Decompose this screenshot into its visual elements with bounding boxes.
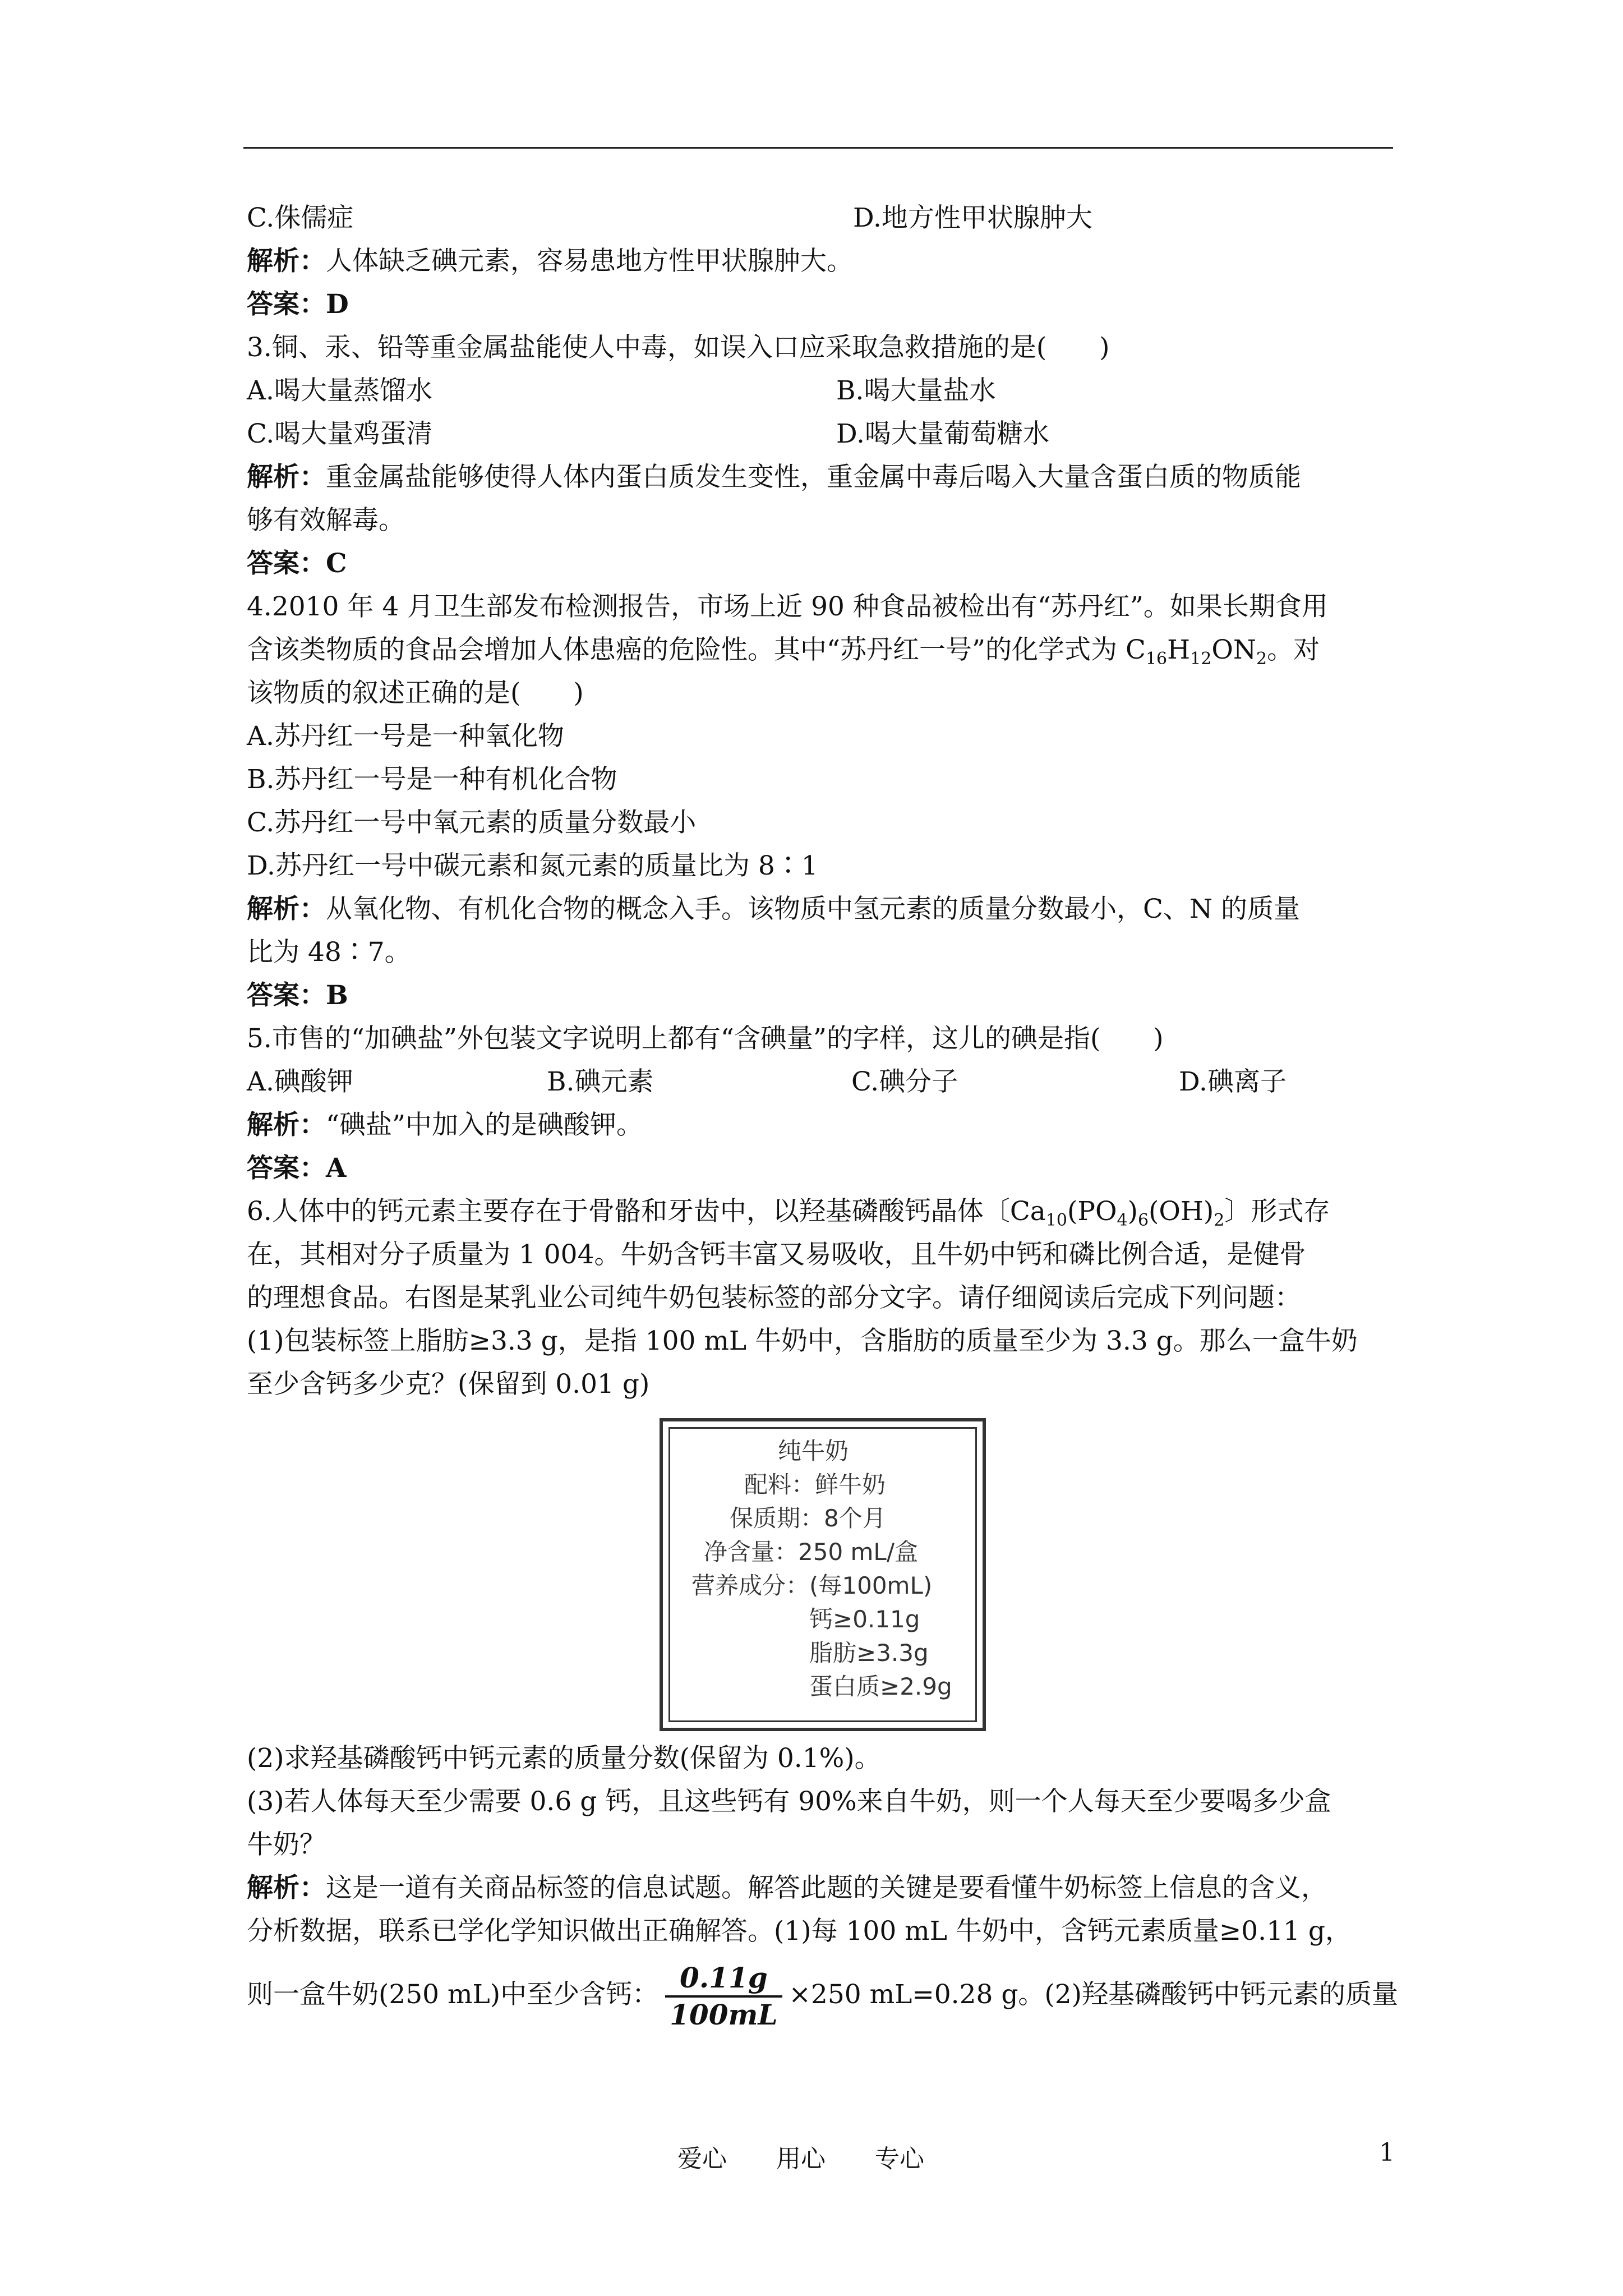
q4-stem-line1: 4.2010 年 4 月卫生部发布检测报告，市场上近 90 种食品被检出有“苏丹红”。如果长期食用 [247, 591, 1328, 622]
analysis-text: “碘盐”中加入的是碘酸钾。 [326, 1110, 643, 1140]
analysis-text: 这是一道有关商品标签的信息试题。解答此题的关键是要看懂牛奶标签上信息的含义， [326, 1872, 1327, 1903]
milk-label-inner [668, 1427, 977, 1722]
label-net-content: 净含量：250 mL/盒 [704, 1538, 918, 1566]
subscript: 4 [1117, 1211, 1128, 1230]
document-body [247, 196, 1396, 2037]
q6-stem-line2: 在，其相对分子质量为 1 004。牛奶含钙丰富又易吸收，且牛奶中钙和磷比例合适，是健骨 [247, 1239, 1306, 1270]
q4-option-b: B.苏丹红一号是一种有机化合物 [247, 764, 617, 795]
fraction-denominator: 100mL [670, 1998, 778, 2031]
q6-analysis-line1 [247, 1866, 1396, 1910]
page-number: 1 [1379, 2138, 1395, 2167]
q6-stem-text: 6.人体中的钙元素主要存在于骨骼和牙齿中，以羟基磷酸钙晶体〔Ca [247, 1196, 1046, 1227]
formula-part: (PO [1067, 1196, 1117, 1227]
q2-answer: 答案：D [247, 289, 349, 320]
q3-option-b: B.喝大量盐水 [836, 375, 996, 406]
q3-options-cd [247, 412, 1396, 455]
q2-option-c: C.侏儒症 [247, 203, 354, 233]
q4-analysis-line2: 比为 48∶7。 [247, 937, 411, 968]
analysis-label: 解析： [247, 462, 326, 493]
analysis-text: 人体缺乏碘元素，容易患地方性甲状腺肿大。 [326, 246, 853, 277]
subscript: 6 [1137, 1211, 1149, 1230]
header-rule [243, 147, 1393, 149]
subscript: 10 [1045, 1211, 1068, 1230]
formula-part: ) [1127, 1196, 1138, 1227]
q4-option-d: D.苏丹红一号中碳元素和氮元素的质量比为 8∶1 [247, 850, 818, 881]
q5-analysis [247, 1103, 1396, 1147]
milk-label-figure [660, 1418, 986, 1731]
analysis-text: ×250 mL=0.28 g。(2)羟基磷酸钙中钙元素的质量 [789, 1979, 1398, 2010]
q4-analysis-line1 [247, 887, 1396, 931]
subscript: 12 [1190, 649, 1212, 669]
analysis-label: 解析： [247, 894, 326, 924]
q2-analysis [247, 240, 1396, 283]
analysis-label: 解析： [247, 246, 326, 277]
q4-stem-line2 [247, 628, 1396, 671]
analysis-text: 重金属盐能够使得人体内蛋白质发生变性，重金属中毒后喝入大量含蛋白质的物质能 [326, 462, 1301, 493]
label-shelf-life: 保质期：8个月 [730, 1504, 886, 1532]
q3-analysis-line2: 够有效解毒。 [247, 505, 405, 536]
q5-option-d: D.碘离子 [1179, 1066, 1287, 1097]
analysis-label: 解析： [247, 1872, 326, 1903]
label-ingredients: 配料：鲜牛奶 [744, 1471, 886, 1498]
q6-stem-line1 [247, 1190, 1396, 1233]
q3-options-ab [247, 369, 1396, 412]
subscript: 2 [1256, 649, 1267, 669]
q6-sub1-line2: 至少含钙多少克？(保留到 0.01 g) [247, 1369, 650, 1400]
q4-option-c: C.苏丹红一号中氧元素的质量分数最小 [247, 807, 697, 838]
q4-answer: 答案：B [247, 980, 348, 1011]
q4-stem-line3: 该物质的叙述正确的是( ) [247, 678, 584, 708]
q6-stem-text: 〕形式存 [1224, 1196, 1330, 1227]
q3-answer: 答案：C [247, 548, 347, 579]
q5-option-b: B.碘元素 [547, 1066, 654, 1097]
footer-motto: 爱心 用心 专心 [677, 2145, 924, 2173]
q4-stem-text: 。对 [1267, 634, 1320, 665]
q6-sub2: (2)求羟基磷酸钙中钙元素的质量分数(保留为 0.1%)。 [247, 1743, 881, 1774]
q6-sub1-line1: (1)包装标签上脂肪≥3.3 g，是指 100 mL 牛奶中，含脂肪的质量至少为 3.3 g。那么一盒牛奶 [247, 1326, 1358, 1356]
subscript: 16 [1145, 649, 1168, 669]
q3-option-d: D.喝大量葡萄糖水 [836, 418, 1049, 449]
q6-stem-line3: 的理想食品。右图是某乳业公司纯牛奶包装标签的部分文字。请仔细阅读后完成下列问题： [247, 1282, 1301, 1313]
q6-analysis-line2: 分析数据，联系已学化学知识做出正确解答。(1)每 100 mL 牛奶中，含钙元素质量≥0.11 g， [247, 1916, 1352, 1947]
q6-sub3-line1: (3)若人体每天至少需要 0.6 g 钙，且这些钙有 90%来自牛奶，则一个人每天至少要喝多少盒 [247, 1786, 1331, 1817]
q3-option-c: C.喝大量鸡蛋清 [247, 418, 433, 449]
q6-analysis-line3 [247, 1953, 1396, 2037]
q4-stem-text: 含该类物质的食品会增加人体患癌的危险性。其中“苏丹红一号”的化学式为 C [247, 634, 1146, 665]
q5-stem: 5.市售的“加碘盐”外包装文字说明上都有“含碘量”的字样，这儿的碘是指( ) [247, 1023, 1164, 1054]
q3-analysis-line1 [247, 455, 1396, 499]
q5-option-a: A.碘酸钾 [247, 1066, 353, 1097]
q5-answer: 答案：A [247, 1153, 347, 1184]
q5-options [247, 1060, 1396, 1103]
formula-part: (OH) [1149, 1196, 1214, 1227]
analysis-text: 从氧化物、有机化合物的概念入手。该物质中氢元素的质量分数最小，C、N 的质量 [326, 894, 1301, 924]
q2-option-d: D.地方性甲状腺肿大 [853, 203, 1092, 233]
q2-options-cd [247, 196, 1396, 240]
label-title: 纯牛奶 [778, 1437, 849, 1465]
label-fat: 脂肪≥3.3g [809, 1639, 929, 1667]
fraction-numerator: 0.11g [665, 1961, 782, 1998]
q4-option-a: A.苏丹红一号是一种氧化物 [247, 721, 564, 752]
label-protein: 蛋白质≥2.9g [809, 1673, 952, 1700]
analysis-text: 则一盒牛奶(250 mL)中至少含钙： [247, 1979, 659, 2010]
q3-stem: 3.铜、汞、铅等重金属盐能使人中毒，如误入口应采取急救措施的是( ) [247, 332, 1110, 363]
formula-part: ON [1211, 634, 1257, 665]
label-nutrition: 营养成分：(每100mL) [691, 1572, 933, 1599]
q5-option-c: C.碘分子 [851, 1066, 958, 1097]
label-calcium: 钙≥0.11g [809, 1605, 920, 1633]
analysis-label: 解析： [247, 1110, 326, 1140]
q3-option-a: A.喝大量蒸馏水 [247, 375, 432, 406]
subscript: 2 [1214, 1211, 1225, 1230]
fraction [665, 1961, 782, 2032]
formula-part: H [1167, 634, 1191, 665]
q6-sub3-line2: 牛奶？ [247, 1829, 326, 1860]
